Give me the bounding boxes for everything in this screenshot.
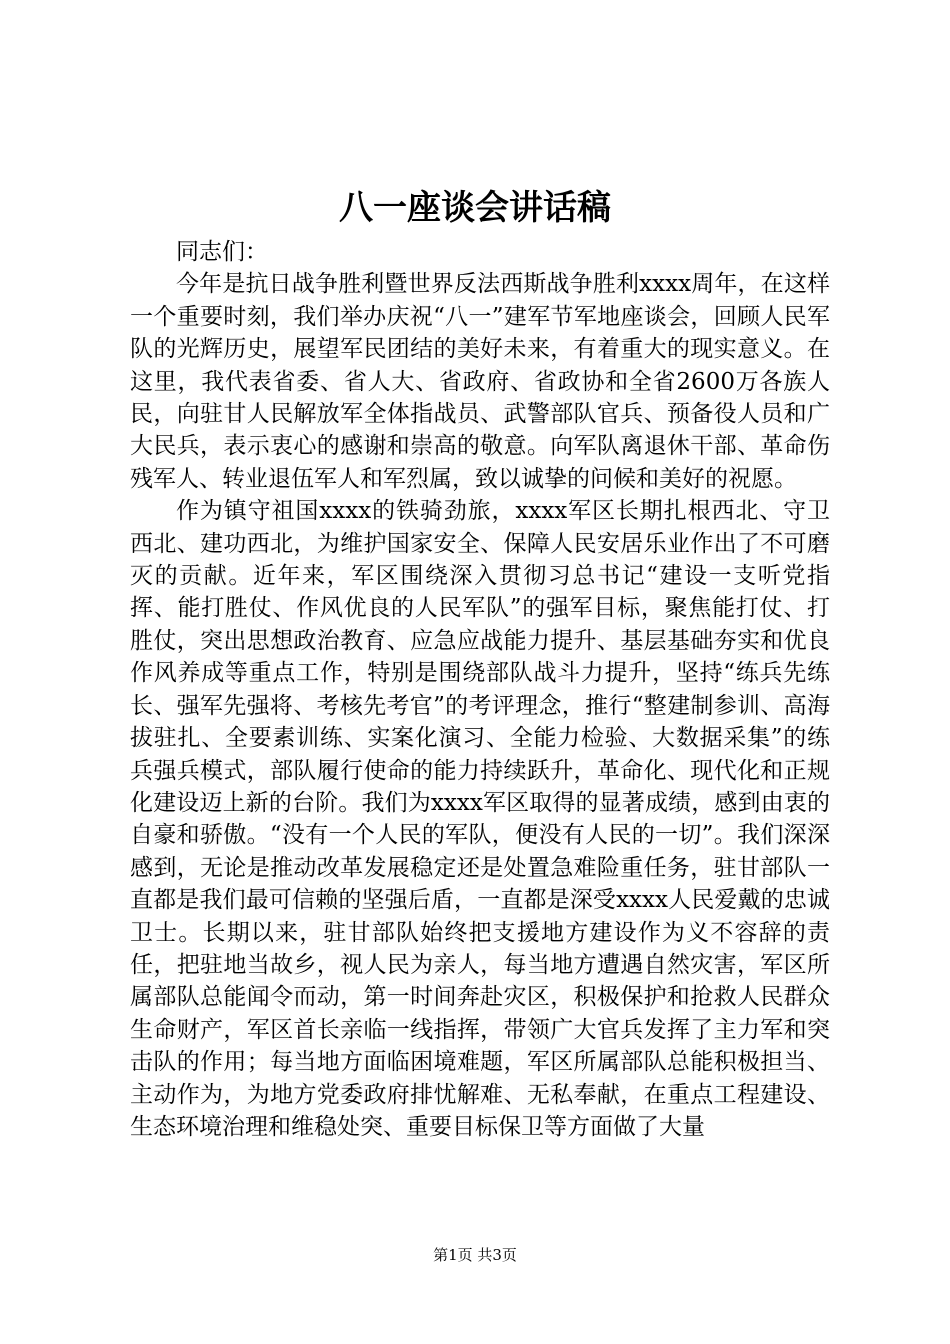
salutation: 同志们： bbox=[176, 239, 268, 265]
document-body bbox=[130, 236, 830, 1143]
document-title: 八一座谈会讲话稿 bbox=[339, 188, 611, 228]
paragraph-1: 今年是抗日战争胜利暨世界反法西斯战争胜利xxxx周年，在这样一个重要时刻，我们举办庆祝“八一”建军节军地座谈会，回顾人民军队的光辉历史，展望军民团结的美好未来，有着重大的现实意义。在这里，我代表省委、省人大、省政府、省政协和全省2600万各族人民，向驻甘人民解放军全体指战员、武警部队官兵、预备役人员和广大民兵，表示衷心的感谢和崇高的敬意。向军队离退休干部、革命伤残军人、转业退伍军人和军烈属，致以诚挚的问候和美好的祝愿。 bbox=[130, 271, 830, 492]
paragraph-2: 作为镇守祖国xxxx的铁骑劲旅，xxxx军区长期扎根西北、守卫西北、建功西北，为维护国家安全、保障人民安居乐业作出了不可磨灭的贡献。近年来，军区围绕深入贯彻习总书记“建设一支听党指挥、能打胜仗、作风优良的人民军队”的强军目标，聚焦能打仗、打胜仗，突出思想政治教育、应急应战能力提升、基层基础夯实和优良作风养成等重点工作，特别是围绕部队战斗力提升，坚持“练兵先练长、强军先强将、考核先考官”的考评理念，推行“整建制参训、高海拔驻扎、全要素训练、实案化演习、全能力检验、大数据采集”的练兵强兵模式，部队履行使命的能力持续跃升，革命化、现代化和正规化建设迈上新的台阶。我们为xxxx军区取得的显著成绩，感到由衷的自豪和骄傲。“没有一个人民的军队，便没有人民的一切”。我们深深感到，无论是推动改革发展稳定还是处置急难险重任务，驻甘部队一直都是我们最可信赖的坚强后盾，一直都是深受xxxx人民爱戴的忠诚卫士。长期以来，驻甘部队始终把支援地方建设作为义不容辞的责任，把驻地当故乡，视人民为亲人，每当地方遭遇自然灾害，军区所属部队总能闻令而动，第一时间奔赴灾区，积极保护和抢救人民群众生命财产，军区首长亲临一线指挥，带领广大官兵发挥了主力军和突击队的作用；每当地方面临困境难题，军区所属部队总能积极担当、主动作为，为地方党委政府排忧解难、无私奉献，在重点工程建设、生态环境治理和维稳处突、重要目标保卫等方面做了大量 bbox=[130, 498, 830, 1140]
page-footer: 第1页 共3页 bbox=[433, 1246, 517, 1264]
